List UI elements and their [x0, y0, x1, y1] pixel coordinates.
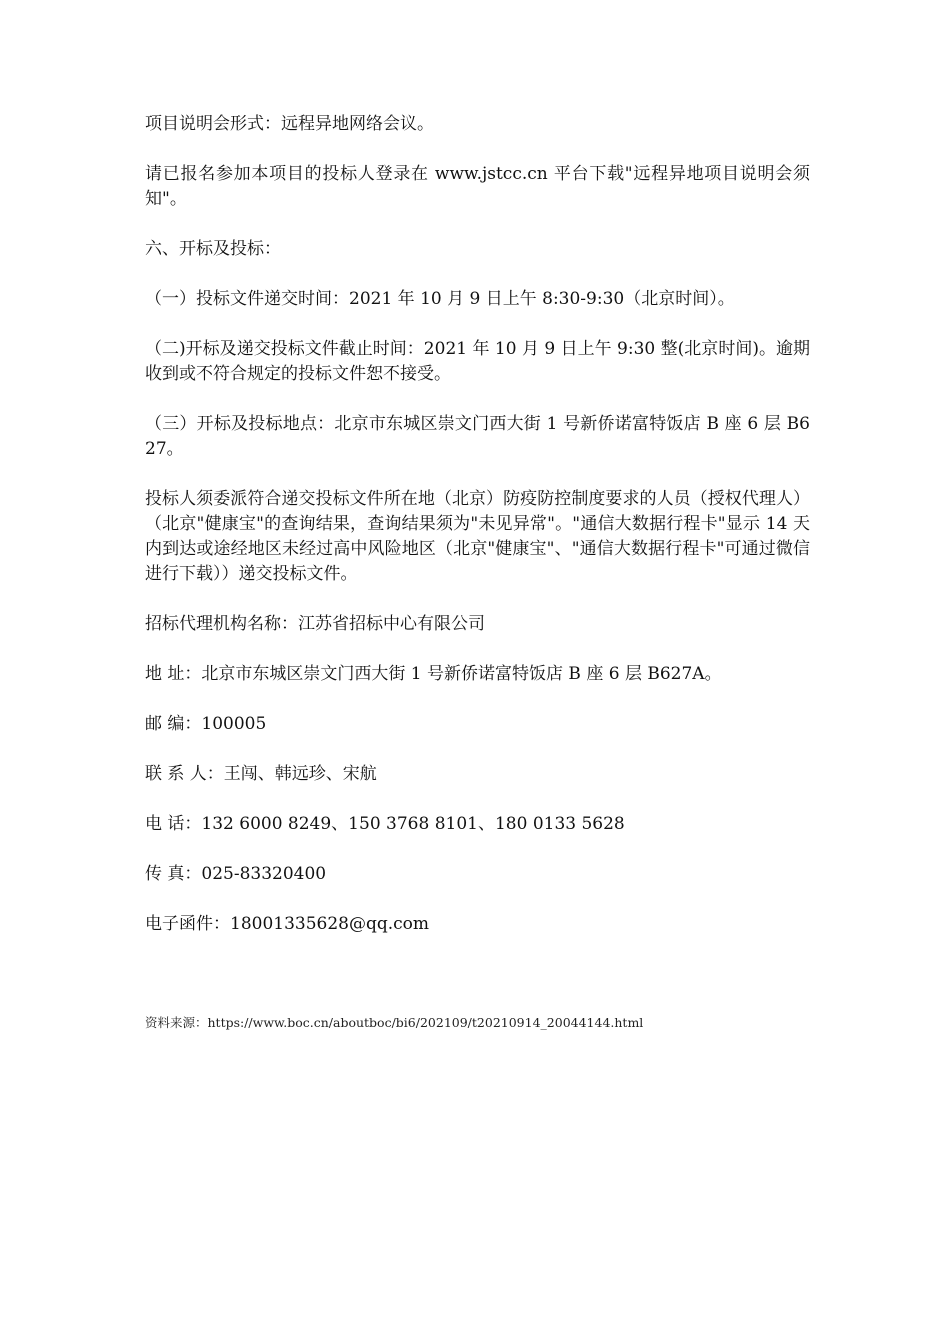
- location-paragraph: （三）开标及投标地点：北京市东城区崇文门西大街 1 号新侨诺富特饭店 B 座 6 层 B627。: [145, 414, 810, 459]
- postcode-line: 邮 编：100005: [145, 714, 267, 734]
- meeting-format-paragraph: 项目说明会形式：远程异地网络会议。: [145, 114, 434, 134]
- contact-person-line: 联 系 人：王闯、韩远珍、宋航: [145, 764, 377, 784]
- document-body: [145, 112, 810, 962]
- download-notice-paragraph: 请已报名参加本项目的投标人登录在 www.jstcc.cn 平台下载"远程异地项目说明会须知"。: [145, 164, 810, 209]
- deadline-paragraph: （二)开标及递交投标文件截止时间：2021 年 10 月 9 日上午 9:30 整(北京时间)。逾期收到或不符合规定的投标文件恕不接受。: [145, 339, 810, 384]
- fax-line: 传 真：025-83320400: [145, 864, 327, 884]
- health-requirement-paragraph: 投标人须委派符合递交投标文件所在地（北京）防疫防控制度要求的人员（授权代理人）（北京"健康宝"的查询结果，查询结果须为"未见异常"。"通信大数据行程卡"显示 14 天内到达或途经地区未经过高中风险地区（北京"健康宝"、"通信大数据行程卡"可通过微信进行下载））递交投标文件。: [145, 489, 810, 584]
- email-line: 电子函件：18001335628@qq.com: [145, 914, 430, 934]
- submission-time-paragraph: （一）投标文件递交时间：2021 年 10 月 9 日上午 8:30-9:30（北京时间）。: [145, 289, 735, 309]
- agency-name-line: 招标代理机构名称：江苏省招标中心有限公司: [145, 614, 485, 634]
- address-line: 地 址：北京市东城区崇文门西大街 1 号新侨诺富特饭店 B 座 6 层 B627A。: [145, 664, 722, 684]
- source-note: 资料来源：https://www.boc.cn/aboutboc/bi6/202109/t20210914_20044144.html: [145, 1015, 644, 1030]
- phone-line: 电 话：132 6000 8249、150 3768 8101、180 0133 5628: [145, 814, 625, 834]
- section-heading: 六、开标及投标：: [145, 239, 281, 259]
